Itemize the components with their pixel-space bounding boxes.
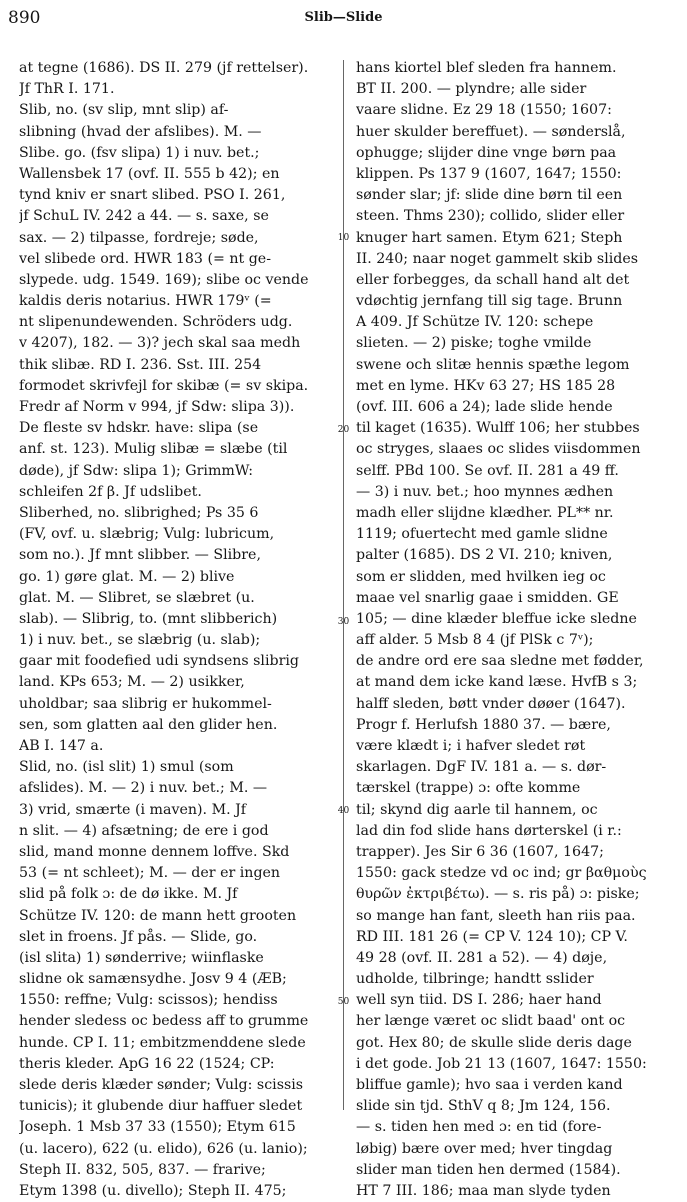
text-line: vaare slidne. Ez 29 18 (1550; 1607:	[356, 102, 612, 119]
text-line: land. KPs 653; M. — 2) usikker,	[19, 674, 245, 691]
text-line: Wallensbek 17 (ovf. II. 555 b 42); en	[19, 165, 280, 182]
text-line: vdøchtig jernfang till sig tage. Brunn	[356, 293, 623, 310]
text-line: glat. M. — Slibret, se slæbret (u.	[19, 589, 255, 606]
text-line: slidne ok samænsydhe. Josv 9 4 (ÆB;	[19, 971, 287, 988]
text-line: gaar mit foodefied udi syndsens slibrig	[19, 653, 299, 670]
text-line: afslides). M. — 2) i nuv. bet.; M. —	[19, 780, 268, 797]
text-line: 105; — dine klæder bleffue icke sledne	[356, 610, 637, 627]
text-line: slid på folk ɔ: de dø ikke. M. Jf	[19, 886, 238, 903]
text-line: madh eller slijdne klædher. PL** nr.	[356, 504, 614, 521]
text-line: theris kleder. ApG 16 22 (1524; CP:	[19, 1055, 275, 1072]
text-line: 1550: gack stedze vd oc ind; gr βαθμοὺς	[356, 865, 647, 882]
text-line: well syn tiid. DS I. 286; haer hand	[356, 992, 602, 1009]
text-line: slab). — Slibrig, to. (mnt slibberich)	[19, 610, 278, 627]
text-line: oc stryges, slaaes oc slides viisdommen	[356, 441, 641, 458]
text-line: Etym 1398 (u. divello); Steph II. 475;	[19, 1182, 287, 1199]
text-line: slider man tiden hen dermed (1584).	[356, 1161, 621, 1178]
running-head: Slib—Slide	[304, 10, 383, 25]
text-line: de andre ord ere saa sledne met fødder,	[356, 653, 644, 670]
right-column	[356, 58, 671, 1202]
text-line: eller forbegges, da schall hand alt det	[356, 271, 630, 288]
text-line: slede deris klæder sønder; Vulg: scissis	[19, 1077, 304, 1093]
text-line: døde), jf Sdw: slipa 1); GrimmW:	[19, 462, 253, 479]
text-line: tynd kniv er snart slibed. PSO I. 261,	[19, 187, 286, 204]
text-line: til; skynd dig aarle til hannem, oc	[356, 801, 598, 818]
text-line: løbig) bære over med; hver tingdag	[356, 1140, 613, 1157]
text-line: hunde. CP I. 11; embitzmenddene slede	[19, 1034, 306, 1051]
text-line: (ovf. III. 606 a 24); lade slide hende	[356, 399, 613, 415]
text-line: slibning (hvad der afslibes). M. —	[19, 123, 262, 140]
text-line: HT 7 III. 186; maa man slyde tyden	[356, 1182, 611, 1199]
text-line: Slid, no. (isl slit) 1) smul (som	[19, 759, 234, 776]
text-line: thik slibæ. RD I. 236. Sst. III. 254	[19, 356, 262, 373]
text-line: anf. st. 123). Mulig slibæ = slæbe (til	[19, 441, 288, 458]
text-line: slid, mand monne dennem loffve. Skd	[19, 843, 290, 860]
line-number-20: 20	[337, 425, 350, 435]
text-line: udholde, tilbringe; handtt sslider	[356, 971, 594, 988]
text-line: nt slipenundewenden. Schröders udg.	[19, 314, 293, 331]
text-line: 1550: reffne; Vulg: scissos); hendiss	[19, 992, 278, 1009]
text-line: tunicis); it glubende diur haffuer sledet	[19, 1098, 303, 1115]
text-line: uholdbar; saa slibrig er hukommel-	[19, 695, 272, 712]
text-line: jf SchuL IV. 242 a 44. — s. saxe, se	[19, 208, 269, 225]
text-line: ophugge; slijder dine vnge børn paa	[356, 144, 617, 161]
text-line: A 409. Jf Schütze IV. 120: schepe	[356, 314, 594, 331]
text-line: swene och slitæ hennis spæthe legom	[356, 356, 630, 373]
text-line: — 3) i nuv. bet.; hoo mynnes ædhen	[356, 483, 614, 500]
text-line: Sliberhed, no. slibrighed; Ps 35 6	[19, 504, 259, 521]
text-line: lad din fod slide hans dørterskel (i r.:	[356, 822, 622, 839]
text-line: 1) i nuv. bet., se slæbrig (u. slab);	[19, 632, 261, 649]
text-line: her længe været oc slidt baad' ont oc	[356, 1013, 626, 1030]
text-line: Slibe. go. (fsv slipa) 1) i nuv. bet.;	[19, 144, 260, 161]
text-line: skarlagen. DgF IV. 181 a. — s. dør-	[356, 759, 607, 776]
text-line: til kaget (1635). Wulff 106; her stubbes	[356, 420, 640, 437]
text-line: v 4207), 182. — 3)? jech skal saa medh	[19, 335, 301, 352]
text-line: De fleste sv hdskr. have: slipa (se	[19, 420, 259, 437]
page-header	[0, 0, 687, 30]
text-line: got. Hex 80; de skulle slide deris dage	[356, 1034, 632, 1051]
text-line: slieten. — 2) piske; toghe vmilde	[356, 335, 592, 352]
text-line: formodet skrivfejl for skibæ (= sv skipa.	[19, 377, 309, 394]
text-line: at tegne (1686). DS II. 279 (jf rettelser).	[19, 60, 309, 76]
line-number-40: 40	[337, 806, 350, 816]
text-line: steen. Thms 230); collido, slider eller	[356, 208, 625, 225]
text-line: vel slibede ord. HWR 183 (= nt ge-	[19, 250, 271, 267]
text-line: slypede. udg. 1549. 169); slibe oc vende	[19, 271, 309, 288]
text-line: være klædt i; i hafver sledet røt	[356, 738, 586, 754]
text-line: θυρῶν ἐκτριβέτω). — s. ris på) ɔ: piske;	[356, 886, 640, 903]
text-line: at mand dem icke kand læse. HvfB s 3;	[356, 674, 638, 691]
text-line: kaldis deris notarius. HWR 179ᵛ (=	[19, 293, 272, 310]
text-line: hans kiortel blef sleden fra hannem.	[356, 60, 617, 76]
text-line: hender sledess oc bedess aff to grumme	[19, 1013, 309, 1030]
text-line: klippen. Ps 137 9 (1607, 1647; 1550:	[356, 165, 622, 182]
text-line: tærskel (trappe) ɔ: ofte komme	[356, 780, 581, 797]
text-line: slet in froens. Jf pås. — Slide, go.	[19, 928, 258, 945]
text-line: sønder slar; jf: slide dine børn til een	[356, 187, 623, 204]
text-line: Progr f. Herlufsh 1880 37. — bære,	[356, 716, 611, 733]
text-line: Steph II. 832, 505, 837. — frarive;	[19, 1161, 266, 1178]
page-number: 890	[8, 8, 41, 28]
text-line: 3) vrid, smærte (i maven). M. Jf	[19, 801, 247, 818]
text-line: go. 1) gøre glat. M. — 2) blive	[19, 568, 235, 585]
text-line: Schütze IV. 120: de mann hett grooten	[19, 907, 297, 924]
text-line: RD III. 181 26 (= CP V. 124 10); CP V.	[356, 928, 628, 945]
text-line: 53 (= nt schleet); M. — der er ingen	[19, 865, 281, 882]
text-line: palter (1685). DS 2 VI. 210; kniven,	[356, 547, 613, 564]
line-number-10: 10	[337, 233, 350, 243]
text-line: huer skulder bereffuet). — sønderslå,	[356, 123, 626, 140]
text-line: Fredr af Norm v 994, jf Sdw: slipa 3)).	[19, 399, 295, 415]
text-line: (FV, ovf. u. slæbrig; Vulg: lubricum,	[19, 526, 275, 543]
text-line: 49 28 (ovf. II. 281 a 52). — 4) døje,	[356, 949, 608, 966]
text-line: Slib, no. (sv slip, mnt slip) af-	[19, 102, 229, 119]
line-number-30: 30	[337, 617, 350, 627]
text-line: selff. PBd 100. Se ovf. II. 281 a 49 ff.	[356, 462, 619, 479]
text-line: — s. tiden hen med ɔ: en tid (fore-	[356, 1119, 602, 1136]
text-line: knuger hart samen. Etym 621; Steph	[356, 229, 623, 246]
text-line: i det gode. Job 21 13 (1607, 1647: 1550:	[356, 1055, 647, 1072]
text-line: schleifen 2f β. Jf udslibet.	[19, 483, 202, 500]
text-line: (isl slita) 1) sønderrive; wiinflaske	[19, 949, 264, 966]
text-line: maae vel snarlig gaae i smidden. GE	[356, 589, 619, 606]
text-line: sen, som glatten aal den glider hen.	[19, 716, 278, 733]
text-line: bliffue gamle); hvo saa i verden kand	[356, 1077, 623, 1093]
text-line: halff sleden, bøtt vnder døøer (1647).	[356, 695, 626, 712]
left-column	[19, 58, 334, 1202]
text-line: n slit. — 4) afsætning; de ere i god	[19, 822, 269, 839]
text-line: som er slidden, med hvilken ieg oc	[356, 568, 606, 585]
text-line: aff alder. 5 Msb 8 4 (jf PlSk c 7ᵛ);	[356, 632, 594, 649]
text-line: met en lyme. HKv 63 27; HS 185 28	[356, 377, 616, 394]
text-line: Jf ThR I. 171.	[19, 81, 115, 98]
text-line: 1119; ofuertecht med gamle slidne	[356, 526, 608, 543]
text-line: trapper). Jes Sir 6 36 (1607, 1647;	[356, 843, 604, 860]
column-divider	[343, 60, 344, 1110]
text-line: AB I. 147 a.	[19, 738, 104, 754]
text-line: so mange han fant, sleeth han riis paa.	[356, 907, 636, 924]
text-line: sax. — 2) tilpasse, fordreje; søde,	[19, 229, 259, 246]
text-line: II. 240; naar noget gammelt skib slides	[356, 250, 639, 267]
line-number-50: 50	[337, 997, 350, 1007]
text-line: (u. lacero), 622 (u. elido), 626 (u. lanio);	[19, 1140, 308, 1157]
text-line: BT II. 200. — plyndre; alle sider	[356, 81, 587, 98]
text-line: Joseph. 1 Msb 37 33 (1550); Etym 615	[19, 1119, 296, 1136]
text-line: slide sin tjd. SthV q 8; Jm 124, 156.	[356, 1098, 611, 1115]
text-line: som no.). Jf mnt slibber. — Slibre,	[19, 547, 261, 564]
